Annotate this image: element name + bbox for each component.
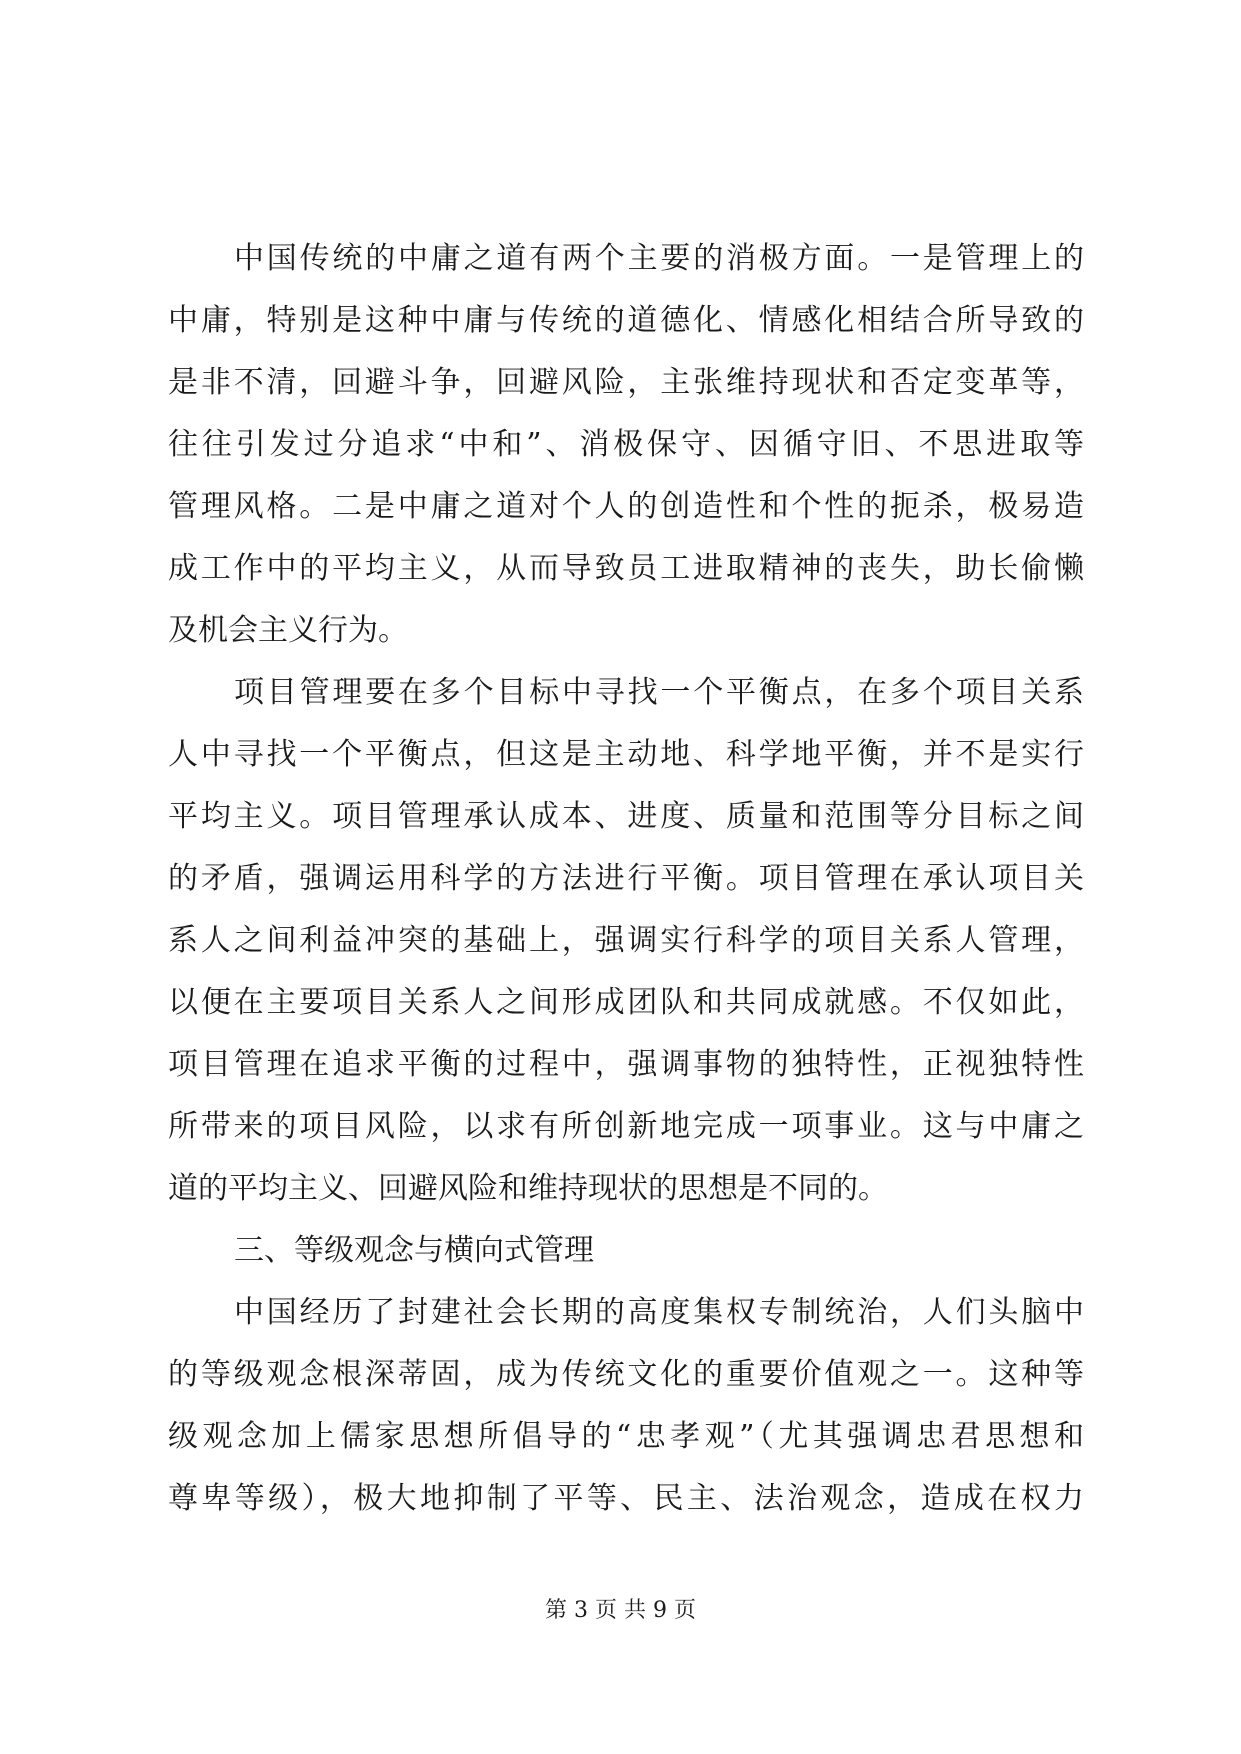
text-line: 尊卑等级），极大地抑制了平等、民主、法治观念，造成在权力 (168, 1481, 1084, 1516)
body-text (168, 228, 1084, 1530)
text-line: 以便在主要项目关系人之间形成团队和共同成就感。不仅如此， (168, 985, 1084, 1020)
text-line: 的矛盾，强调运用科学的方法进行平衡。项目管理在承认项目关 (168, 861, 1084, 896)
page-footer: 第 3 页 共 9 页 (545, 1598, 696, 1623)
text-line: 中国经历了封建社会长期的高度集权专制统治，人们头脑中 (234, 1295, 1084, 1330)
text-line: 项目管理要在多个目标中寻找一个平衡点，在多个项目关系 (234, 675, 1084, 710)
text-line: 管理风格。二是中庸之道对个人的创造性和个性的扼杀，极易造 (168, 489, 1084, 524)
text-line: 及机会主义行为。 (168, 613, 408, 648)
text-line: 往往引发过分追求“中和”、消极保守、因循守旧、不思进取等 (168, 427, 1084, 462)
text-line: 的等级观念根深蒂固，成为传统文化的重要价值观之一。这种等 (168, 1357, 1084, 1392)
text-line: 项目管理在追求平衡的过程中，强调事物的独特性，正视独特性 (168, 1047, 1084, 1082)
text-line: 中国传统的中庸之道有两个主要的消极方面。一是管理上的 (234, 241, 1084, 276)
text-line: 道的平均主义、回避风险和维持现状的思想是不同的。 (168, 1171, 888, 1206)
text-line: 级观念加上儒家思想所倡导的“忠孝观”（尤其强调忠君思想和 (168, 1419, 1084, 1454)
text-line: 平均主义。项目管理承认成本、进度、质量和范围等分目标之间 (168, 799, 1084, 834)
text-line: 成工作中的平均主义，从而导致员工进取精神的丧失，助长偷懒 (168, 551, 1084, 586)
text-line: 中庸，特别是这种中庸与传统的道德化、情感化相结合所导致的 (168, 303, 1084, 338)
text-line: 三、等级观念与横向式管理 (234, 1233, 594, 1268)
text-line: 人中寻找一个平衡点，但这是主动地、科学地平衡，并不是实行 (168, 737, 1084, 772)
text-line: 系人之间利益冲突的基础上，强调实行科学的项目关系人管理， (168, 923, 1084, 958)
text-line: 所带来的项目风险，以求有所创新地完成一项事业。这与中庸之 (168, 1109, 1084, 1144)
text-line: 是非不清，回避斗争，回避风险，主张维持现状和否定变革等， (168, 365, 1084, 400)
